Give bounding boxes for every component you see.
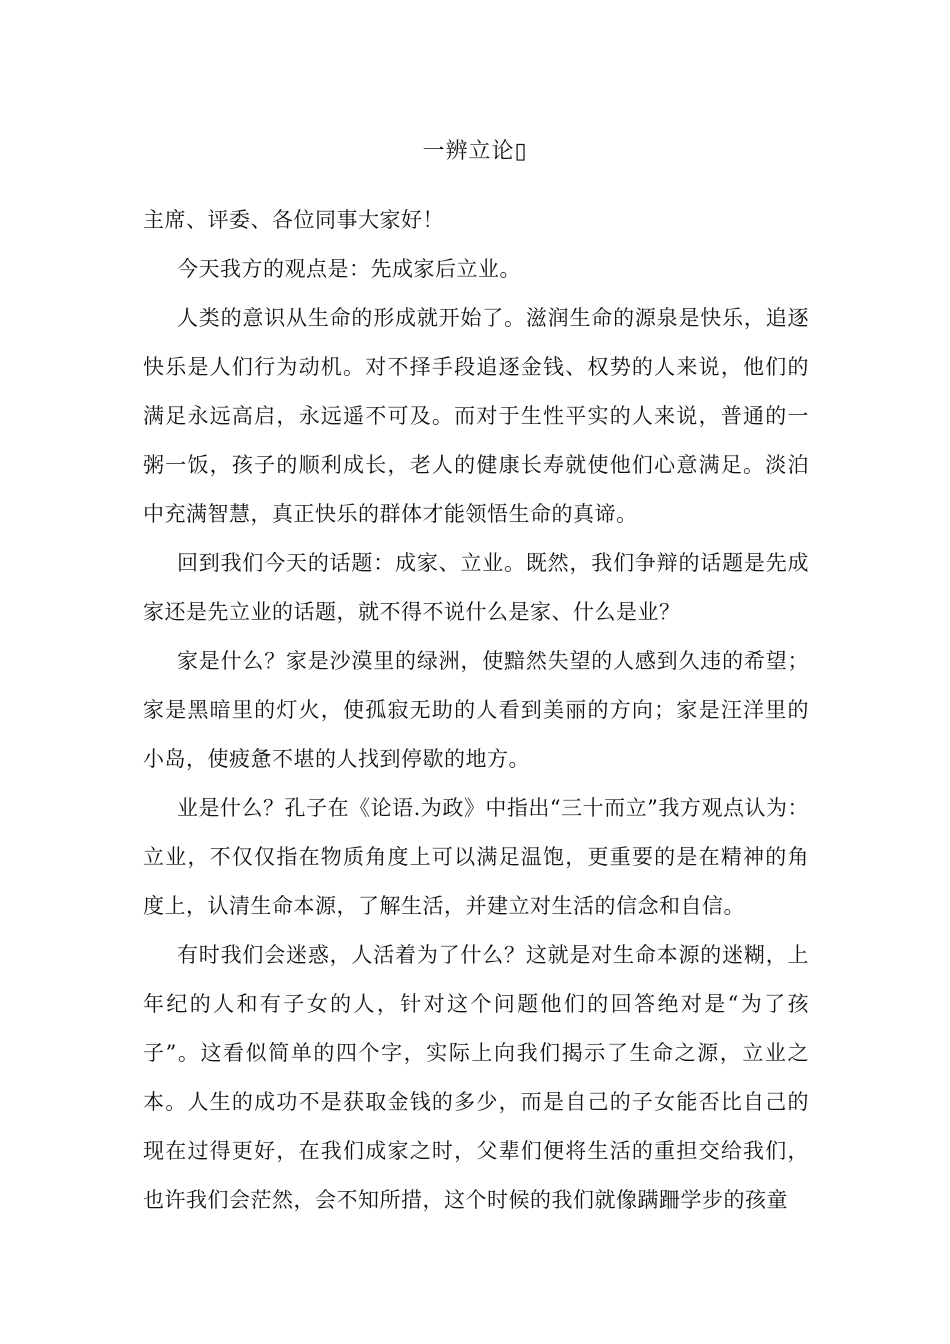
paragraph-greeting: 主席、评委、各位同事大家好！: [143, 208, 444, 232]
paragraph-what-is-career: 业是什么？孔子在《论语.为政》中指出“三十而立”我方观点认为：立业，不仅仅指在物质角度上可以满足温饱，更重要的是在精神的角度上，认清生命本源，了解生活，并建立对生活的信念和自信。: [143, 796, 809, 918]
document-title: 一辨立论▯: [422, 139, 528, 164]
paragraph-topic: 回到我们今天的话题：成家、立业。既然，我们争辩的话题是先成家还是先立业的话题，就不得不说什么是家、什么是业？: [143, 551, 809, 624]
paragraph-thesis: 今天我方的观点是：先成家后立业。: [177, 257, 521, 281]
document-body: [143, 196, 809, 1225]
paragraph-what-is-home: 家是什么？家是沙漠里的绿洲，使黯然失望的人感到久违的希望；家是黑暗里的灯火，使孤寂无助的人看到美丽的方向；家是汪洋里的小岛，使疲惫不堪的人找到停歇的地方。: [143, 649, 809, 771]
paragraph-consciousness: 人类的意识从生命的形成就开始了。滋润生命的源泉是快乐，追逐快乐是人们行为动机。对不择手段追逐金钱、权势的人来说，他们的满足永远高启，永远遥不可及。而对于生性平实的人来说，普通的一粥一饭，孩子的顺利成长，老人的健康长寿就使他们心意满足。淡泊中充满智慧，真正快乐的群体才能领悟生命的真谛。: [143, 306, 809, 526]
paragraph-meaning-of-life: 有时我们会迷惑，人活着为了什么？这就是对生命本源的迷糊，上年纪的人和有子女的人，针对这个问题他们的回答绝对是“为了孩子”。这看似简单的四个字，实际上向我们揭示了生命之源，立业之本。人生的成功不是获取金钱的多少，而是自己的子女能否比自己的现在过得更好，在我们成家之时，父辈们便将生活的重担交给我们，也许我们会茫然，会不知所措，这个时候的我们就像蹒跚学步的孩童: [143, 943, 809, 1212]
